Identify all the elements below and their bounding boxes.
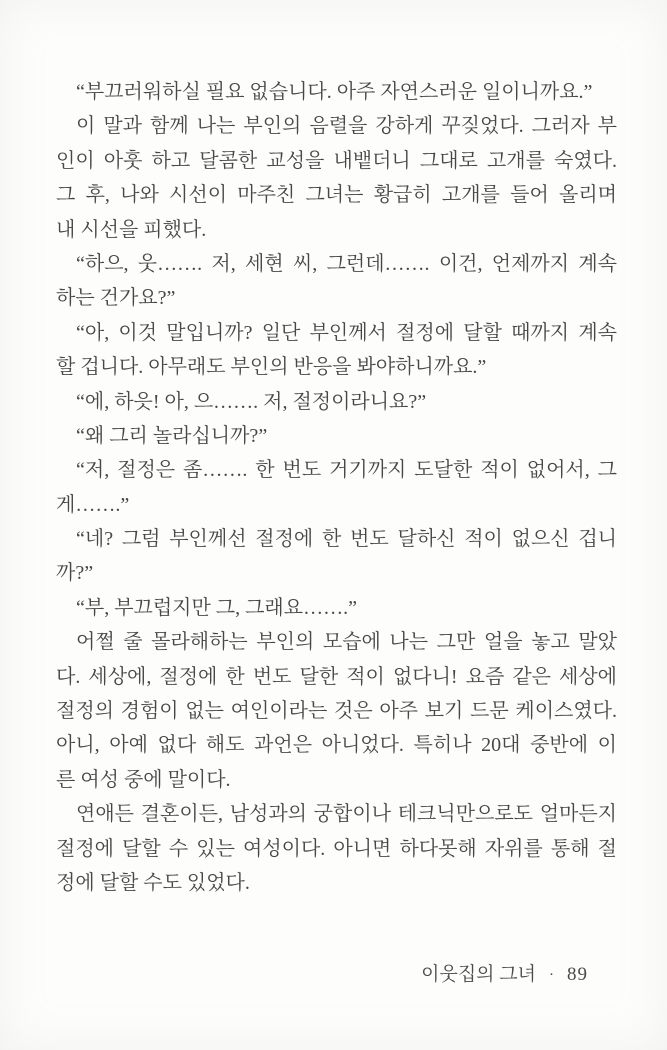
text-line: 인이 아훗 하고 달콤한 교성을 내뱉더니 그대로 고개를 숙였다. — [56, 149, 617, 172]
text-line: 정에 달할 수도 있었다. — [56, 871, 250, 894]
text-line: 게…….” — [56, 493, 130, 516]
text-line: 절정에 달할 수 있는 여성이다. 아니면 하다못해 자위를 통해 절 — [56, 837, 617, 860]
text-line: 절정의 경험이 없는 여인이라는 것은 아주 보기 드문 케이스였다. — [56, 700, 617, 723]
text-line: “하으, 웃……. 저, 세현 씨, 그런데……. 이건, 언제까지 계속 — [76, 252, 617, 275]
text-line: “네? 그럼 부인께선 절정에 한 번도 달하신 적이 없으신 겁니 — [76, 528, 617, 551]
text-line: 하는 건가요?” — [56, 287, 176, 310]
text-line: 할 겁니다. 아무래도 부인의 반응을 봐야하니까요.” — [56, 356, 487, 379]
text-line: 른 여성 중에 말이다. — [56, 768, 231, 791]
text-line: 내 시선을 피했다. — [56, 218, 207, 241]
page-footer — [421, 962, 588, 988]
text-line: “부, 부끄럽지만 그, 그래요…….” — [76, 596, 357, 619]
text-line: 아니, 아예 없다 해도 과언은 아니었다. 특히나 20대 중반에 이 — [56, 734, 617, 757]
footer-book-title: 이웃집의 그녀 — [421, 964, 536, 985]
page-text — [56, 75, 617, 900]
text-line: 그 후, 나와 시선이 마주친 그녀는 황급히 고개를 들어 올리며 — [56, 184, 617, 207]
text-line: 까?” — [56, 562, 94, 585]
text-line: “아, 이것 말입니까? 일단 부인께서 절정에 달할 때까지 계속 — [76, 321, 617, 344]
text-line: 다. 세상에, 절정에 한 번도 달한 적이 없다니! 요즘 같은 세상에 — [56, 665, 617, 688]
text-line: “저, 절정은 좀……. 한 번도 거기까지 도달한 적이 없어서, 그 — [76, 459, 617, 482]
text-line: 연애든 결혼이든, 남성과의 궁합이나 테크닉만으로도 얼마든지 — [76, 803, 617, 826]
text-line: “부끄러워하실 필요 없습니다. 아주 자연스러운 일이니까요.” — [76, 81, 593, 103]
text-line: 어쩔 줄 몰라해하는 부인의 모습에 나는 그만 얼을 놓고 말았 — [76, 631, 617, 654]
text-line: 이 말과 함께 나는 부인의 음렬을 강하게 꾸짖었다. 그러자 부 — [76, 115, 617, 138]
text-line: “에, 하읏! 아, 으……. 저, 절정이라니요?” — [76, 390, 427, 413]
footer-separator-dot: · — [549, 967, 554, 983]
footer-page-number: 89 — [567, 964, 588, 985]
text-line: “왜 그리 놀라십니까?” — [76, 424, 268, 447]
